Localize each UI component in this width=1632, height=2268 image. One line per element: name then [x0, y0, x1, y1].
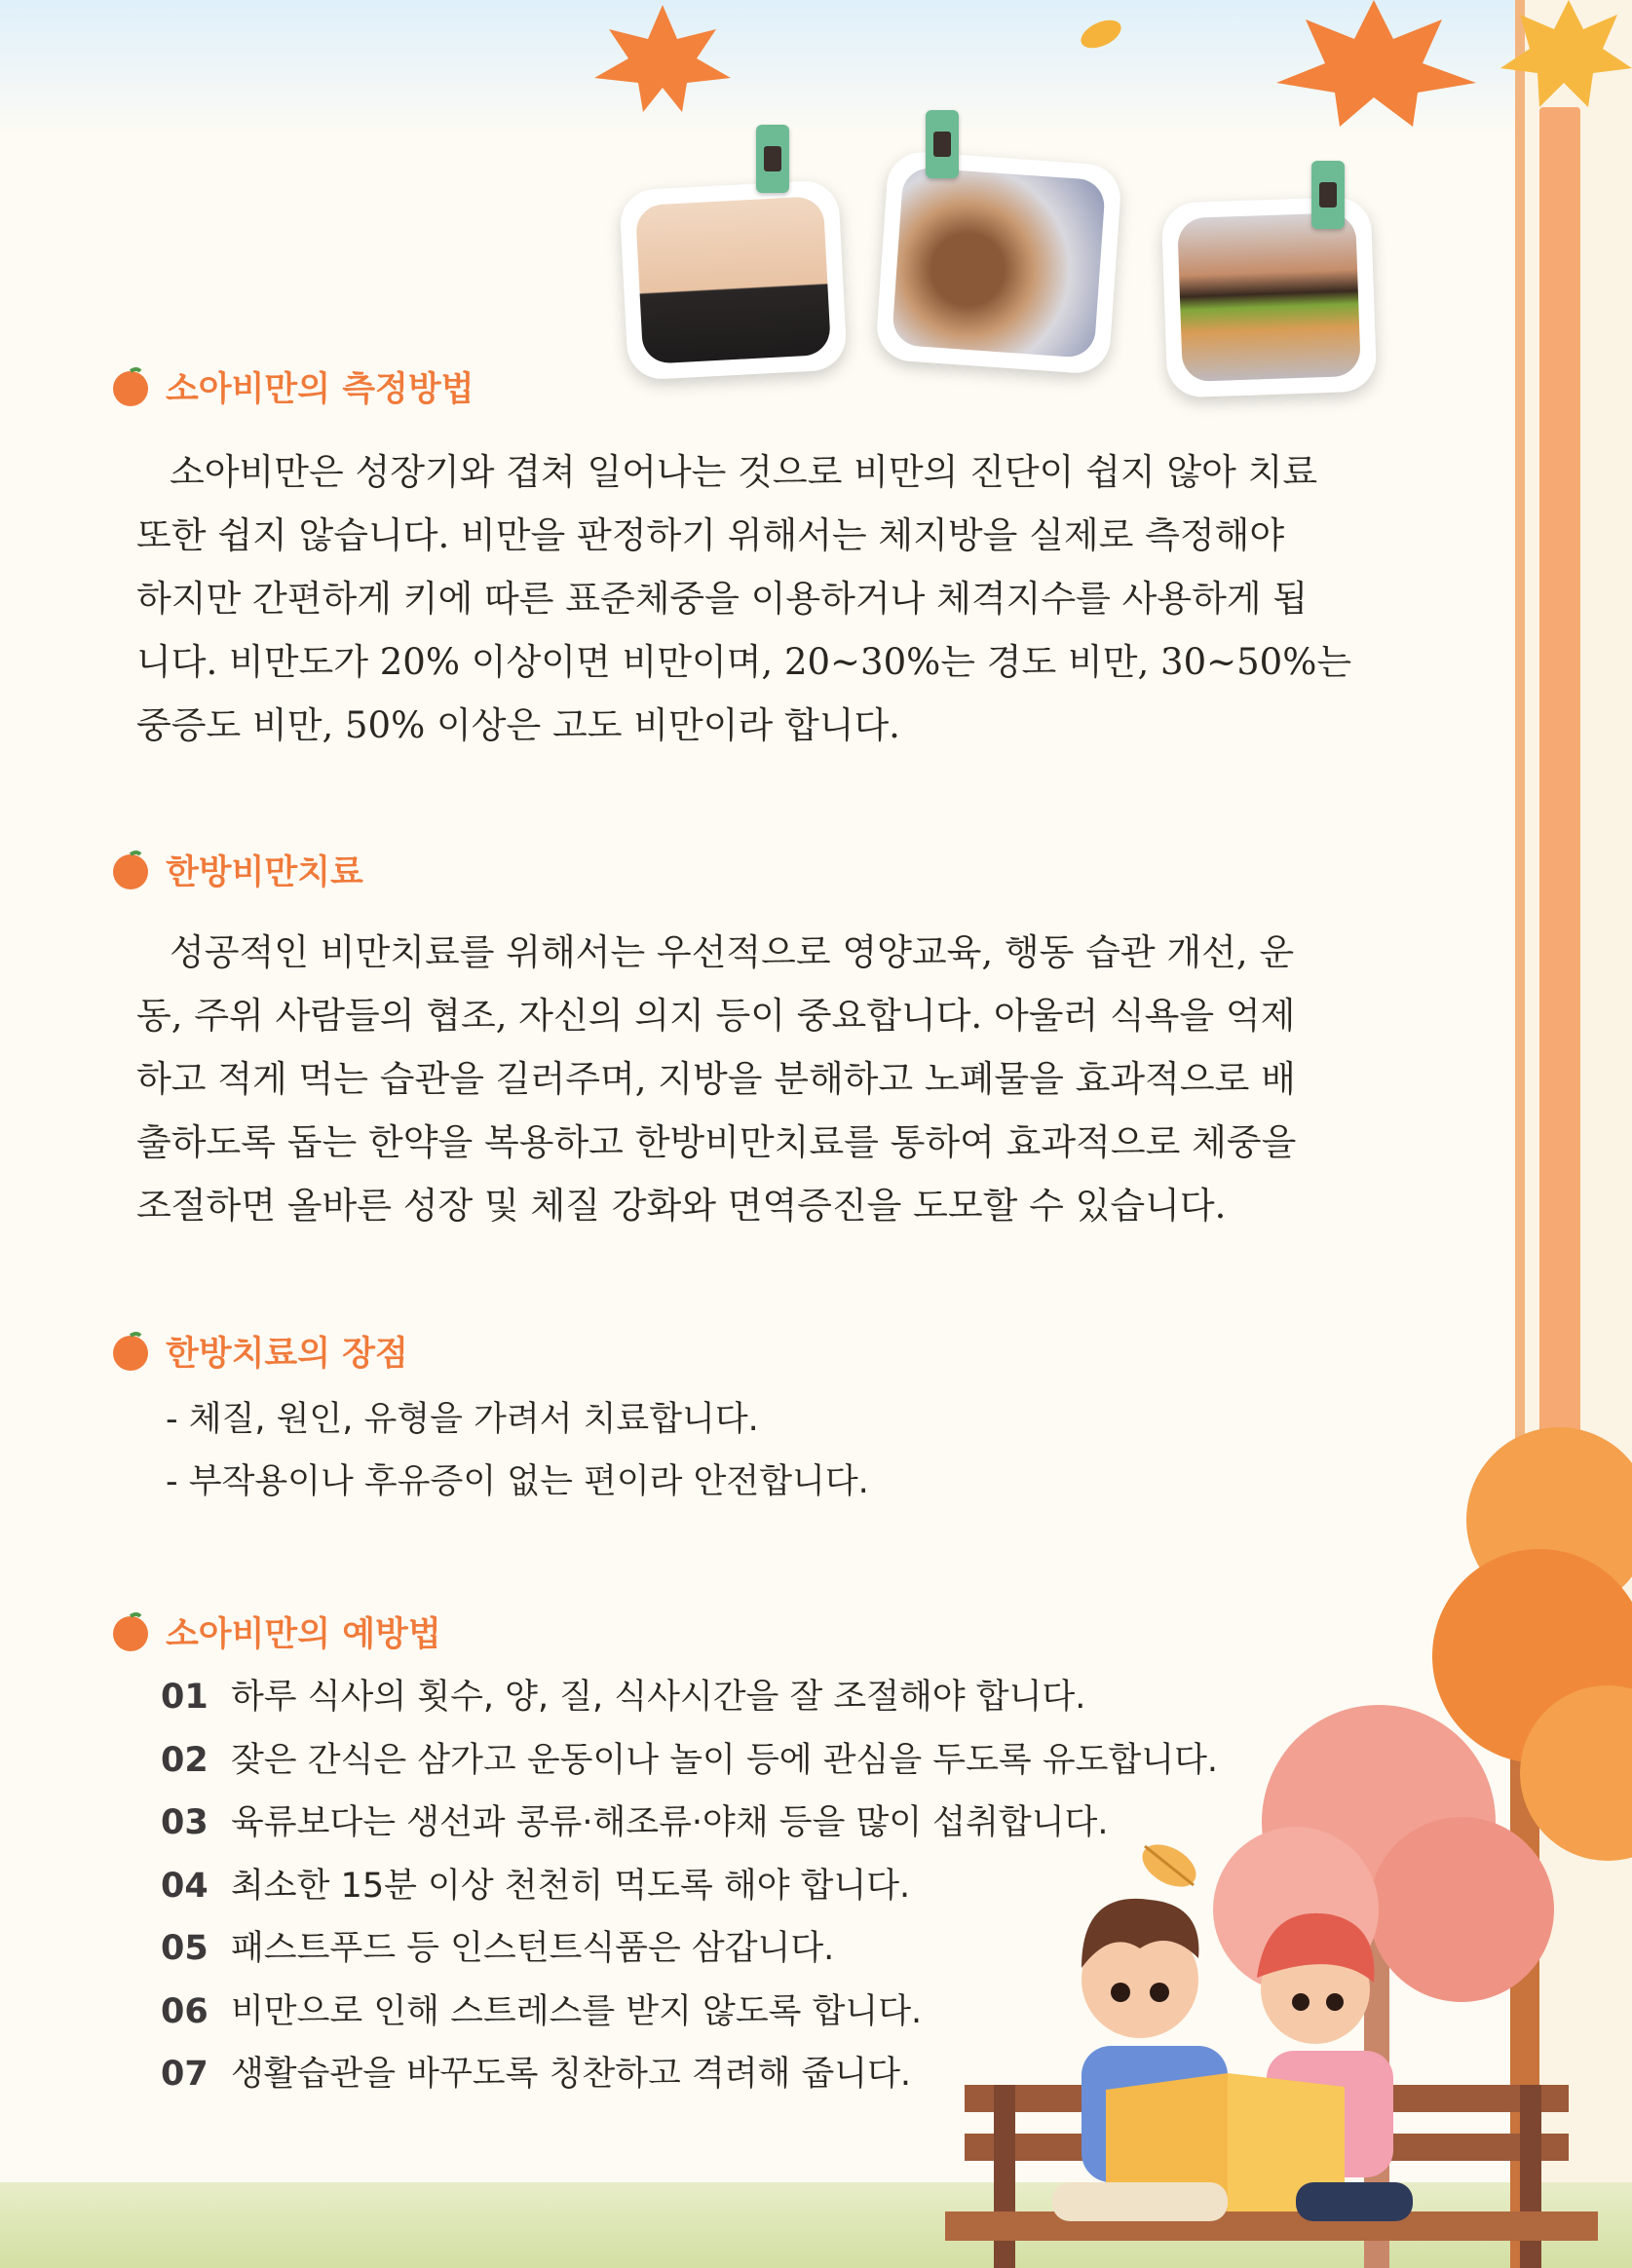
step-number: 02: [161, 1740, 209, 1780]
paragraph-line: 동, 주위 사람들의 협조, 자신의 의지 등이 중요합니다. 아울러 식욕을 억제: [136, 995, 1296, 1037]
paper-clip-icon: [756, 125, 789, 193]
paragraph-line: 성공적인 비만치료를 위해서는 우선적으로 영양교육, 행동 습관 개선, 운: [170, 931, 1295, 973]
paragraph-line: 또한 쉽지 않습니다. 비만을 판정하기 위해서는 체지방을 실제로 측정해야: [136, 514, 1285, 556]
step-number: 04: [161, 1866, 209, 1906]
small-leaf-icon: [1072, 10, 1130, 58]
section-heading-prevention: [109, 1607, 441, 1656]
section-title: 한방비만치료: [166, 853, 363, 892]
paragraph-measurement: [136, 440, 1354, 757]
paragraph-line: 중증도 비만, 50% 이상은 고도 비만이라 합니다.: [136, 704, 900, 746]
photo-coins-jar: [875, 150, 1122, 375]
list-item: - 부작용이나 후유증이 없는 편이라 안전합니다.: [166, 1462, 869, 1501]
maple-leaf-icon: [1500, 0, 1632, 107]
step-number: 06: [161, 1991, 209, 2031]
paragraph-line: 니다. 비만도가 20% 이상이면 비만이며, 20~30%는 경도 비만, 30~50%는: [136, 641, 1352, 683]
section-heading-advantages: [109, 1327, 408, 1376]
step-text: 최소한 15분 이상 천천히 먹도록 해야 합니다.: [231, 1866, 911, 1906]
section-title: 소아비만의 예방법: [166, 1615, 441, 1654]
photo-belly: [619, 179, 848, 381]
paragraph-line: 조절하면 올바른 성장 및 체질 강화와 면역증진을 도모할 수 있습니다.: [136, 1185, 1227, 1227]
orange-fruit-icon: [109, 1610, 152, 1653]
orange-fruit-icon: [109, 849, 152, 891]
paragraph-line: 하지만 간편하게 키에 따른 표준체중을 이용하거나 체격지수를 사용하게 됩: [136, 578, 1309, 620]
orange-fruit-icon: [109, 365, 152, 408]
paper-clip-icon: [1311, 161, 1345, 229]
step-number: 01: [161, 1678, 209, 1717]
step-text: 패스트푸드 등 인스턴트식품은 삼갑니다.: [231, 1929, 835, 1968]
section-heading-measurement: [109, 362, 474, 411]
paragraph-treatment: [136, 921, 1354, 1237]
photo-hamburger: [1161, 196, 1378, 397]
paragraph-line: 소아비만은 성장기와 겹쳐 일어나는 것으로 비만의 진단이 쉽지 않아 치료: [170, 451, 1318, 493]
step-text: 비만으로 인해 스트레스를 받지 않도록 합니다.: [231, 1991, 923, 2031]
step-number: 03: [161, 1803, 209, 1842]
step-number: 07: [161, 2055, 209, 2094]
paragraph-line: 출하도록 돕는 한약을 복용하고 한방비만치료를 통하여 효과적으로 체중을: [136, 1121, 1297, 1163]
orange-fruit-icon: [109, 1330, 152, 1373]
frame-pillar-stripe: [1539, 107, 1580, 1569]
children-reading-illustration: [935, 1364, 1632, 2268]
maple-leaf-icon: [1257, 0, 1481, 127]
section-heading-treatment: [109, 846, 363, 894]
step-text: 생활습관을 바꾸도록 칭찬하고 격려해 줍니다.: [231, 2055, 912, 2094]
paragraph-line: 하고 적게 먹는 습관을 길러주며, 지방을 분해하고 노폐물을 효과적으로 배: [136, 1058, 1296, 1100]
step-number: 05: [161, 1929, 209, 1968]
list-item: - 체질, 원인, 유형을 가려서 치료합니다.: [166, 1400, 759, 1439]
step-text: 잦은 간식은 삼가고 운동이나 놀이 등에 관심을 두도록 유도합니다.: [231, 1740, 1219, 1780]
step-text: 하루 식사의 횟수, 양, 질, 식사시간을 잘 조절해야 합니다.: [231, 1678, 1086, 1717]
paper-clip-icon: [926, 110, 959, 178]
advantages-list: [166, 1388, 869, 1513]
section-title: 한방치료의 장점: [166, 1335, 408, 1374]
section-title: 소아비만의 측정방법: [166, 370, 474, 409]
maple-leaf-icon: [585, 0, 740, 117]
step-text: 육류보다는 생선과 콩류·해조류·야채 등을 많이 섭취합니다.: [231, 1803, 1109, 1842]
